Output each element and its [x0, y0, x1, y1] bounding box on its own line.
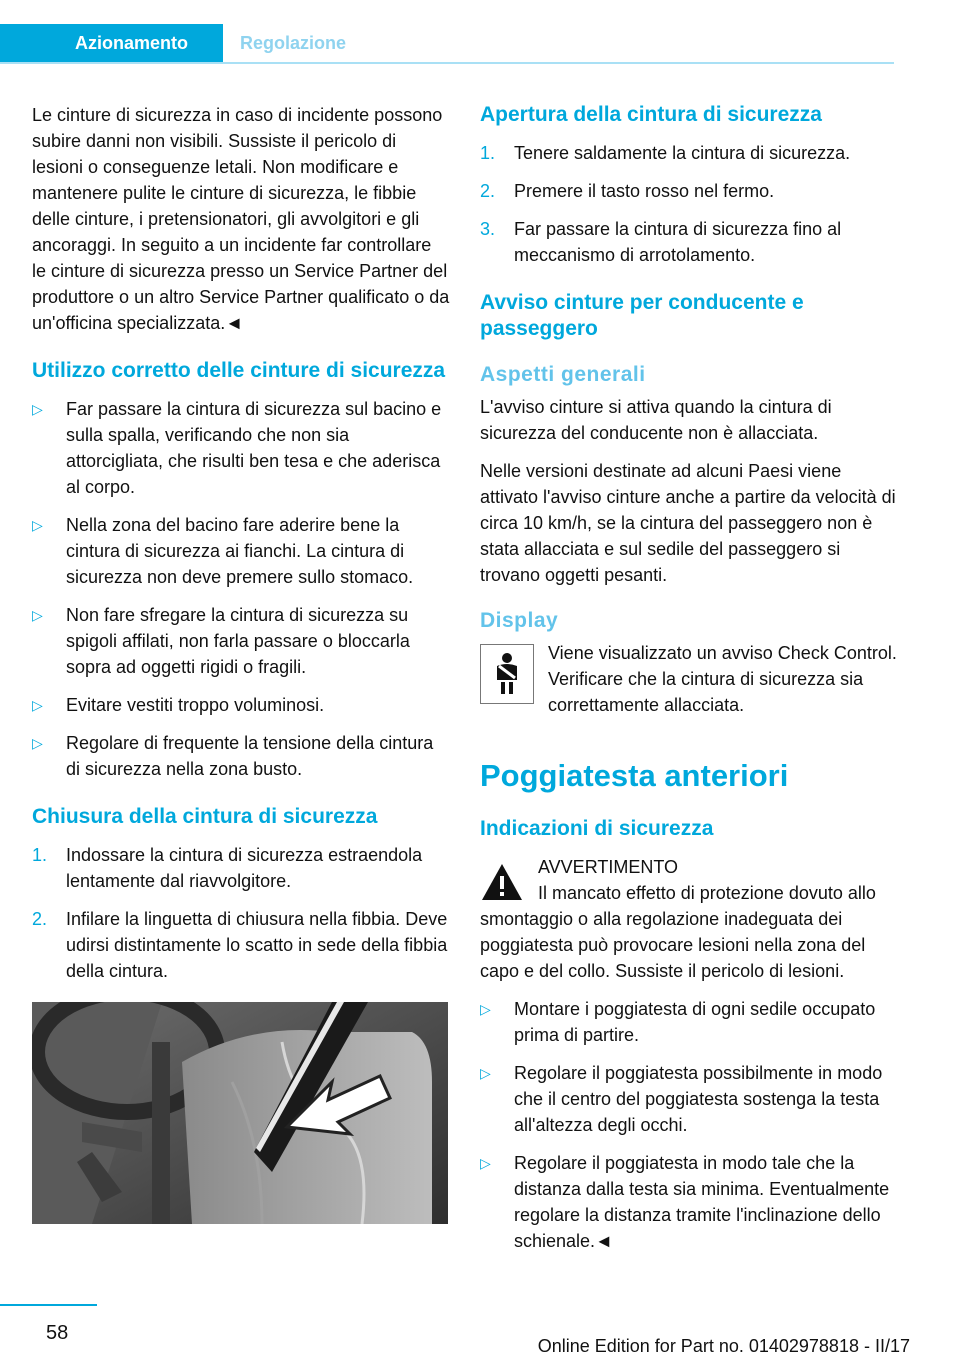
warning-text: Il mancato effetto di protezione dovuto allo smontaggio o alla regolazione inadeguata dei poggiatesta può provocare lesioni nella zona del capo e del collo. Sussiste il pericolo di lesioni. [480, 883, 876, 981]
left-column [32, 102, 450, 1224]
list-item-text: Non fare sfregare la cintura di sicurezza su spigoli affilati, non farla passare o bloccarla sopra ad oggetti rigidi o fragili. [66, 605, 410, 677]
step-item [480, 178, 898, 204]
header-divider [0, 62, 894, 64]
bullet-marker: ▷ [32, 697, 43, 713]
list-item-text: Nella zona del bacino fare aderire bene la cintura di sicurezza ai fianchi. La cintura di sicurezza non deve premere sullo stomaco. [66, 515, 414, 587]
general-paragraph-2: Nelle versioni destinate ad alcuni Paesi viene attivato l'avviso cinture anche a partire da velocità di circa 10 km/h, se la cintura del passeggero non è stata allacciata e sul sedile del passeggero si trovano oggetti pesanti. [480, 461, 896, 585]
step-text: Indossare la cintura di sicurezza estraendola lentamente dal riavvolgitore. [66, 845, 423, 891]
step-number: 1. [480, 143, 496, 163]
seatbelt-photo [32, 1002, 448, 1224]
list-item-text: Montare i poggiatesta di ogni sedile occupato prima di partire. [514, 999, 876, 1045]
step-number: 1. [32, 845, 48, 865]
heading-general: Aspetti generali [480, 363, 646, 386]
list-item [480, 1150, 898, 1254]
list-item [480, 1060, 898, 1138]
heading-open: Apertura della cintura di sicurezza [480, 103, 822, 126]
bullet-marker: ▷ [32, 607, 43, 623]
heading-belt-warning: Avviso cinture per conducente e passeggero [480, 291, 804, 340]
usage-list [32, 396, 450, 782]
list-item [32, 602, 450, 680]
bullet-marker: ▷ [32, 735, 43, 751]
heading-display: Display [480, 609, 559, 632]
list-item-text: Regolare di frequente la tensione della cintura di sicurezza nella zona busto. [66, 733, 434, 779]
list-item-text: Far passare la cintura di sicurezza sul bacino e sulla spalla, verificando che non sia attorcigliata, che risulti ben tesa e che aderisca al corpo. [66, 399, 442, 497]
step-item [480, 216, 898, 268]
bullet-marker: ▷ [480, 1155, 491, 1171]
list-item [32, 692, 450, 718]
step-number: 2. [480, 181, 496, 201]
seatbelt-warning-icon [480, 644, 534, 704]
header-tabs [0, 24, 894, 64]
list-item [32, 512, 450, 590]
heading-headrest: Poggiatesta anteriori [480, 758, 789, 793]
step-text: Tenere saldamente la cintura di sicurezza. [514, 143, 851, 163]
heading-safety: Indicazioni di sicurezza [480, 817, 714, 840]
headrest-list [480, 996, 898, 1254]
list-item-text: Regolare il poggiatesta possibilmente in modo che il centro del poggiatesta sostenga la testa all'altezza degli occhi. [514, 1063, 883, 1135]
heading-usage: Utilizzo corretto delle cinture di sicurezza [32, 359, 446, 382]
close-steps [32, 842, 450, 984]
step-item [32, 906, 450, 984]
list-item-text: Regolare il poggiatesta in modo tale che la distanza dalla testa sia minima. Eventualmente regolare la distanza tramite l'inclinazione dello schienale.◄ [514, 1153, 890, 1251]
heading-close: Chiusura della cintura di sicurezza [32, 805, 378, 828]
step-number: 2. [32, 909, 48, 929]
footer-divider [0, 1304, 97, 1306]
bullet-marker: ▷ [480, 1065, 491, 1081]
display-text: Viene visualizzato un avviso Check Control. Verificare che la cintura di sicurezza sia correttamente allacciata. [548, 643, 897, 715]
warning-block [480, 854, 898, 984]
list-item [32, 730, 450, 782]
list-item [32, 396, 450, 500]
page-number: 58 [46, 1322, 69, 1344]
step-number: 3. [480, 219, 496, 239]
right-column [480, 102, 898, 1266]
warning-label: AVVERTIMENTO [538, 857, 679, 877]
warning-triangle-icon [480, 862, 524, 902]
intro-paragraph: Le cinture di sicurezza in caso di incidente possono subire danni non visibili. Sussiste il pericolo di lesioni o conseguenze letali. Non modificare e mantenere pulite le cinture di sicurezza, le fibbie delle cinture, i pretensionatori, gli avvolgitori e gli ancoraggi. In seguito a un incidente far controllare le cinture di sicurezza presso un Service Partner del produttore o un altro Service Partner qualificato o da un'officina specializzata.◄ [32, 105, 450, 333]
step-item [32, 842, 450, 894]
list-item [480, 996, 898, 1048]
tab-regolazione[interactable]: Regolazione [240, 33, 347, 53]
bullet-marker: ▷ [32, 517, 43, 533]
tab-azionamento[interactable]: Azionamento [0, 24, 223, 62]
step-text: Infilare la linguetta di chiusura nella fibbia. Deve udirsi distintamente lo scatto in sede della fibbia della cintura. [66, 909, 448, 981]
bullet-marker: ▷ [480, 1001, 491, 1017]
step-text: Premere il tasto rosso nel fermo. [514, 181, 775, 201]
bullet-marker: ▷ [32, 401, 43, 417]
general-paragraph-1: L'avviso cinture si attiva quando la cintura di sicurezza del conducente non è allacciata. [480, 397, 832, 443]
step-text: Far passare la cintura di sicurezza fino al meccanismo di arrotolamento. [514, 219, 842, 265]
open-steps [480, 140, 898, 268]
display-block [480, 640, 898, 718]
step-item [480, 140, 898, 166]
list-item-text: Evitare vestiti troppo voluminosi. [66, 695, 325, 715]
edition-footer: Online Edition for Part no. 01402978818 - II/17 [537, 1336, 910, 1356]
